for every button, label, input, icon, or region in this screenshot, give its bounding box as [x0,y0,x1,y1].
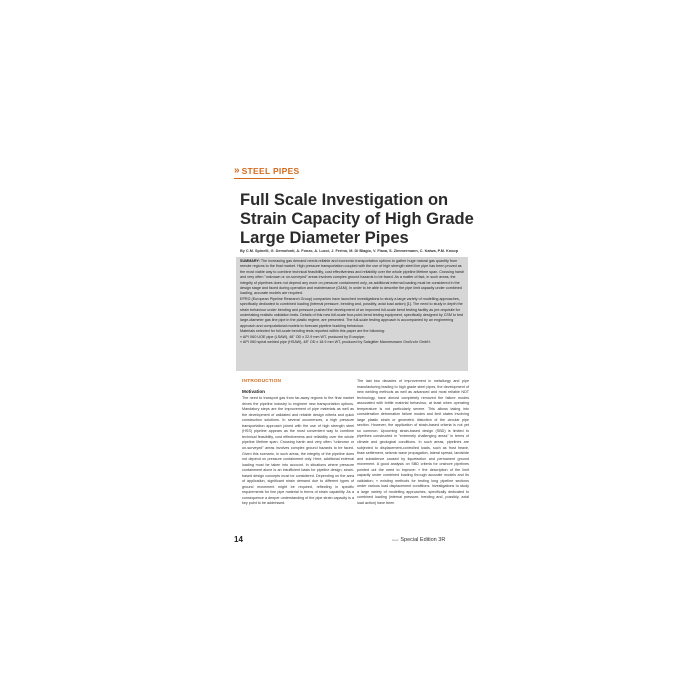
material-list [240,335,465,346]
body-text-right: The last two decades of improvement in metallurgy and pipe manufacturing leading to high grade steel pipes, the development of new welding methods as well as advanced and most reliable NDT technology, have almost completely removed the failure modes associated with brittle material behaviour, at least when operating temperature is not particularly severe. This allows taking into consideration deformation failure modes and limit states involving large plastic strain or geometric distortion of the circular pipe section. However, the application of strain-based criteria is not yet so common. Upcoming strain-based design (SBD) is limited to pipelines constructed in "extremely challenging areas" in terms of climate and geological conditions. In such areas, pipelines are subjected to displacement-controlled loads, such as frost heave, thaw settlement, seismic wave propagation, lateral spread, landslide and subsidence caused by liquefaction and permanent ground movement. A good analysis on SBD criteria for onshore pipelines pointed out the need to improve: » the description of the limit capacity under combined loading through accurate models and its validation; » existing methods for testing long pipeline sections under various load displacement conditions. Investigations to study a large variety of modelling approaches, specifically dedicated to combined loading (internal pressure, bending and, possibly, axial load action) have been [357,379,469,506]
body-column-left [242,379,354,507]
material-item: » API X60 UOE pipe (LSAW), 48" OD x 22.9 mm WT, produced by Europipe; [240,335,465,340]
page-number: 14 [234,535,243,544]
section-label: STEEL PIPES [241,165,300,176]
introduction-heading: INTRODUCTION [242,379,282,384]
summary-paragraph-1 [240,259,465,297]
summary-paragraph-3: Materials selected for full-scale bending tests reported within this paper are the following: [240,329,385,334]
summary-text-1: The increasing gas demand needs reliable and economic transportation options to gather huge natural gas quantity from remote regions to the final market. High pressure transportation coupled with the use of high strength steel line pipe has been proved as the most viable way to combine technical feasibility, cost effectiveness and reliability over the whole pipeline lifetime span. Crossing harsh and very often "unknown or un-surveyed" areas involves complex ground hazards to be faced. As a matter of fact, in such areas, the integrity of pipelines does not depend any more on pressure containment only, as additional external loading must be considered in the design stage and faced during operation and maintenance (O&M). In order to be able to describe the pipe limit capacity under combined loading, accurate models are required. [240,259,465,296]
section-tag [234,163,334,178]
summary-box [236,257,468,371]
body-column-right [357,379,469,507]
material-item: » API X60 spiral welded pipe (HSAW), 48" OD x 18.9 mm WT, produced by Salzgitter Mannesmann Großrohr GmbH. [240,340,465,345]
summary-paragraph-2: EPRG (European Pipeline Research Group) companies have launched investigations to study a large variety of modelling approaches, specifically dedicated to combined loading (internal pressure, bending and, possibly, axial load action) [1]. The need to study in depth the strain behaviour under bending and pressure pushed the development of an improved full-scale bend testing facility as pre-requisite for undertaking realistic validation tests. Details of this new full-scale four-point-bend testing equipment, specifically designed by CSM to test large-diameter gas line pipe in the plastic regime, are presented. The full-scale testing approach is accompanied by an engineering approach and computational models to forecast pipeline buckling behaviour. [240,296,464,328]
edition-label: Special Edition 3R [400,537,446,543]
motivation-heading: Motivation [242,388,265,394]
footer-edition [392,537,445,543]
footer-brand-logo: steel [392,538,399,542]
body-text-left: The need to transport gas from far-away regions to the final market drives the pipeline industry to engineer new transportation options. Mandatory steps are the improvement of pipe materials as well as the development of validated and reliable design criteria and quick construction solutions. In several occurrences, a high pressure transportation approach joined with the use of high strength steel (HSS) pipeline appears as the most convenient way to combine technical feasibility, cost effectiveness and reliability over the whole pipeline lifetime span. Crossing harsh and very often "unknown or un-surveyed" areas involves complex ground hazards to be faced. Given this scenario, in such areas, the integrity of the pipeline does not depend on pressure containment only. Here, additional external loading must be taken into account. In situations where pressure containment alone is an insufficient basis for pipeline design, strain-based design concepts must be considered. Depending on the area of application, significant strain demand due to different types of ground movement might be required, reflecting in specific requirements for line pipe material in terms of strain capability. As a consequence a deeper understanding of the pipe strain capacity is a key point to be addressed. [242,396,354,506]
chevron-right-icon: » [234,165,239,176]
summary-heading: SUMMARY: [240,259,260,263]
section-rule [234,178,294,179]
author-line: By C.M. Spinelli, G. Demofonti, A. Fonzo, A. Lucci, J. Ferino, M. Di Biagio, V. Flaxa, S. Zimmermann, C. Kalwa, P.M. Knoop [240,249,459,253]
article-title: Full Scale Investigation on Strain Capacity of High Grade Large Diameter Pipes [240,191,474,247]
